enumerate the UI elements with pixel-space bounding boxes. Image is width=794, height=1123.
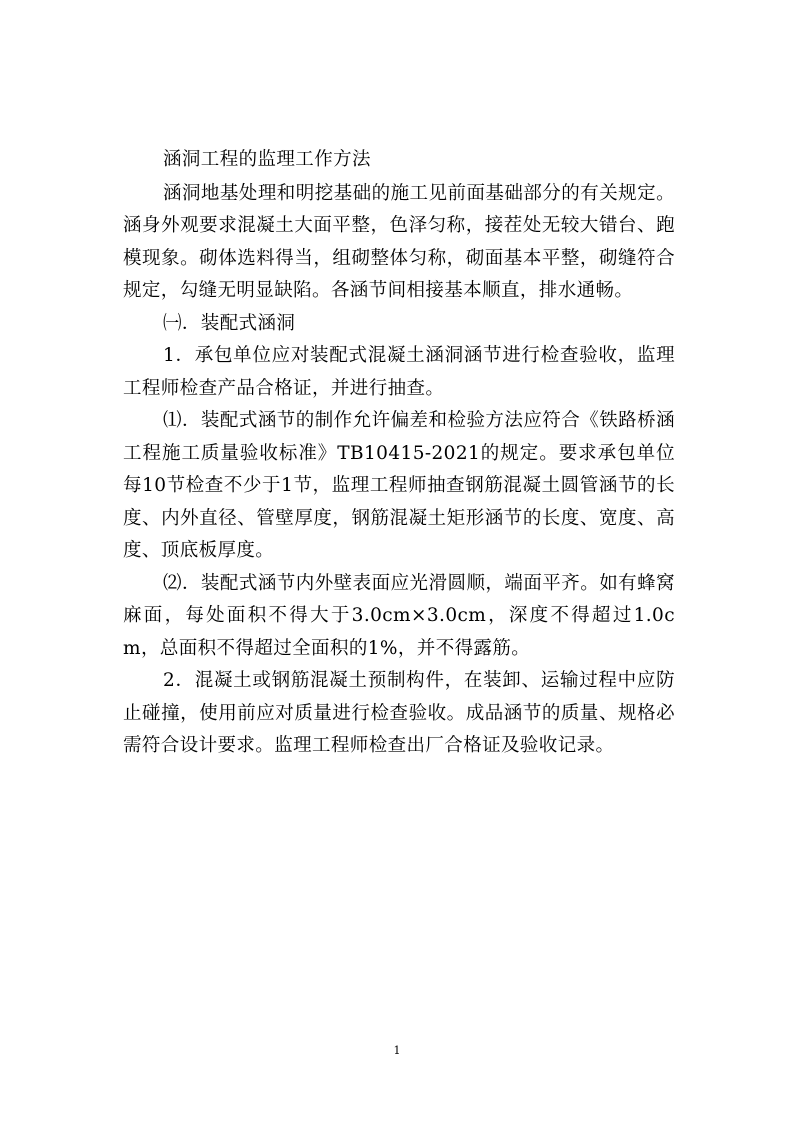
paragraph-subitem-1: ⑴．装配式涵节的制作允许偏差和检验方法应符合《铁路桥涵工程施工质量验收标准》TB10415-2021的规定。要求承包单位每10节检查不少于1节，监理工程师抽查钢筋混凝土圆管涵节的长度、内外直径、管壁厚度，钢筋混凝土矩形涵节的长度、宽度、高度、顶底板厚度。 [123, 410, 675, 561]
page-number: 1 [393, 1044, 401, 1057]
paragraph-intro: 涵洞地基处理和明挖基础的施工见前面基础部分的有关规定。涵身外观要求混凝土大面平整，色泽匀称，接茬处无较大错台、跑模现象。砌体选料得当，组砌整体匀称，砌面基本平整，砌缝符合规定，勾缝无明显缺陷。各涵节间相接基本顺直，排水通畅。 [123, 182, 675, 301]
paragraph-item-1: 1．承包单位应对装配式混凝土涵洞涵节进行检查验收，监理工程师检查产品合格证，并进行抽查。 [123, 345, 675, 399]
document-title: 涵洞工程的监理工作方法 [163, 149, 371, 170]
section-heading-assembled-culvert: ㈠．装配式涵洞 [163, 312, 296, 334]
paragraph-item-2: 2．混凝土或钢筋混凝土预制构件，在装卸、运输过程中应防止碰撞，使用前应对质量进行检查验收。成品涵节的质量、规格必需符合设计要求。监理工程师检查出厂合格证及验收记录。 [123, 670, 675, 756]
document-body [123, 144, 675, 763]
paragraph-subitem-2: ⑵．装配式涵节内外壁表面应光滑圆顺，端面平齐。如有蜂窝麻面，每处面积不得大于3.0cm×3.0cm，深度不得超过1.0cm，总面积不得超过全面积的1%，并不得露筋。 [123, 572, 675, 659]
